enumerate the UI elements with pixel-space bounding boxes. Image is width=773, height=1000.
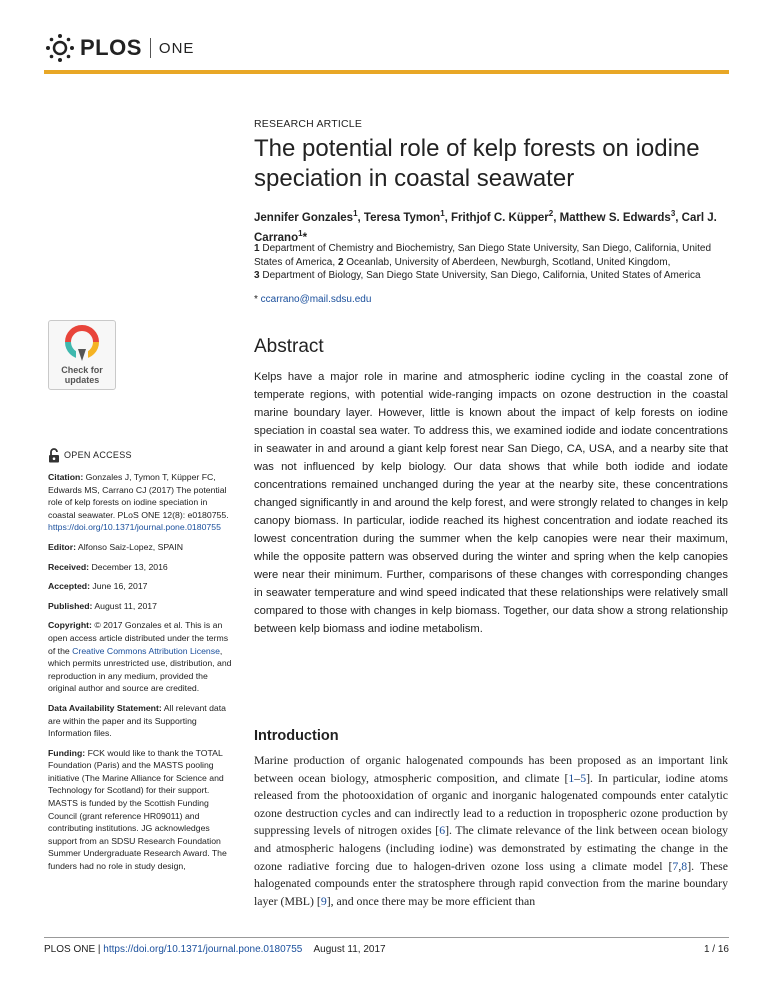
reference-link[interactable]: 5 — [580, 770, 587, 785]
accepted-date: Accepted: June 16, 2017 — [48, 581, 148, 592]
footer-date: August 11, 2017 — [313, 944, 386, 955]
affiliation-text: Oceanlab, University of Aberdeen, Newburgh, Scotland, United Kingdom, — [346, 256, 671, 268]
author-name: Teresa Tymon — [363, 211, 441, 224]
author-name: Carl J. Carrano — [254, 211, 717, 244]
author-list: Jennifer Gonzales$^1$, Teresa Tymon$^1$, Frithjof C. Küpper$^2$, Matthew S. Edwards$^3$, Carl J. Carrano$^1$* — [254, 209, 717, 244]
article-title: The potential role of kelp forests on iodine speciation in coastal seawater — [254, 135, 700, 192]
copyright: Copyright: © 2017 Gonzales et al. This is an open access article distributed under the terms of the Creative Commons Attribution License, which permits unrestricted use, distribution, and reproduction in any medium, provided the original author and source are credited. — [48, 620, 232, 694]
footer-divider — [44, 937, 729, 938]
citation: Citation: Gonzales J, Tymon T, Küpper FC, Edwards MS, Carrano CJ (2017) The potential role of kelp forests on iodine speciation in coastal seawater. PLoS ONE 12(8): e0180755. https://doi.org/10.1371/journal.pone.0180755 — [48, 472, 229, 533]
introduction-heading: Introduction — [254, 728, 339, 744]
email-asterisk: * — [254, 294, 261, 305]
affiliation-number: 2 — [337, 256, 344, 268]
author-name: Matthew S. Edwards — [559, 211, 671, 224]
check-updates-icon — [65, 325, 99, 363]
citation-doi-link[interactable]: https://doi.org/10.1371/journal.pone.0180755 — [48, 522, 221, 533]
affiliations — [254, 242, 724, 283]
footer-doi-link[interactable]: https://doi.org/10.1371/journal.pone.0180755 — [103, 944, 303, 955]
abstract-heading: Abstract — [254, 336, 324, 357]
article-type: RESEARCH ARTICLE — [254, 118, 363, 130]
article-sidebar — [48, 448, 236, 880]
abstract-text: Kelps have a major role in marine and atmospheric iodine cycling in the coastal zone of temperate regions, with potential wide-ranging impacts on ozone destruction in the coastal marine boundary layer. However, little is known about the impact of kelp forests on iodine speciation in coastal sea water. To address this, we examined iodide and iodate concentrations in seawater in and around a giant kelp forest near San Diego, CA, USA, and a nearby site that was not influenced by kelp biology. Our data shows that while both iodide and iodate concentrations remained unchanged during the year at the nearby site, these concentrations changed significantly in and around the kelp forest, and were strongly related to changes in kelp canopy biomass. In particular, iodide reached its highest concentration and iodate reached its lowest concentration during the summer when the kelp canopies were near their maximum, while the opposite pattern was observed during the winter and spring when the kelp canopies were near their minimum. Further, comparisons of these changes with corresponding changes in seawater temperature and wind speed indicated that these relationships were relatively small compared to those with changes in kelp biomass. Together, our data show a strong relationship between kelp biomass and iodine metabolism. — [254, 371, 728, 635]
affiliation-number: 3 — [254, 270, 260, 281]
introduction-text: Marine production of organic halogenated compounds has been proposed as an important link between ocean biology, atmospheric composition, and climate [1–5]. In particular, iodine atoms released from the photooxidation of organic and inorganic halogenated compounds enter catalytic ozone destruction cycles and can indirectly lead to a reduction in tropospheric ozone production by suppressing levels of nitrogen oxides [6]. The climate relevance of the link between ocean biology and atmospheric halogens (including iodine) was demonstrated by estimating the change in the ozone radiative forcing due to halogen-driven ozone loss using a climate model [7,8]. These halogenated compounds enter the stratosphere through rapid convection from the marine boundary layer (MBL) [9], and once there may be more efficient than — [254, 753, 729, 908]
author-affiliation-number: 3 — [670, 209, 676, 218]
email-link[interactable]: ccarrano@mail.sdsu.edu — [260, 294, 372, 305]
author-affiliation-number: 2 — [548, 209, 554, 218]
reference-link[interactable]: 9 — [320, 893, 327, 908]
logo-divider — [150, 38, 151, 58]
author-affiliation-number: 1 — [353, 209, 358, 218]
affiliation-text: Department of Biology, San Diego State University, San Diego, California, United States of America — [262, 270, 701, 281]
license-link[interactable]: Creative Commons Attribution License — [72, 645, 220, 656]
check-updates-label: Check for updates — [61, 365, 103, 385]
published-date: Published: August 11, 2017 — [48, 600, 157, 611]
affiliation-number: 1 — [254, 243, 260, 254]
funding: Funding: FCK would like to thank the TOTAL Foundation (Paris) and the MASTS pooling initiative (The Marine Alliance for Science and Technology for Scotland) for their support. MASTS is funded by the Scottish Funding Council (grant reference HR09011) and contributing institutions. JG acknowledges support from an SDSU Research Foundation Summer Undergraduate Research Award. The funders had no role in study design, — [48, 747, 227, 872]
reference-link[interactable]: 1 — [568, 770, 575, 785]
reference-link[interactable]: 7 — [672, 858, 679, 873]
reference-link[interactable]: 6 — [439, 823, 446, 838]
plos-logo-icon — [44, 32, 76, 64]
received-date: Received: December 13, 2016 — [48, 561, 168, 572]
affiliation-text: Department of Chemistry and Biochemistry, San Diego State University, San Diego, California, United States of America, — [254, 243, 712, 268]
data-availability: Data Availability Statement: All relevant data are within the paper and its Supporting Information files. — [48, 702, 227, 739]
author-affiliation-number: 1 — [298, 228, 303, 238]
journal-name: ONE — [158, 39, 195, 57]
author-name: Frithjof C. Küpper — [451, 211, 549, 224]
reference-link[interactable]: 8 — [681, 858, 688, 873]
page-number: 1 / 16 — [703, 944, 729, 955]
header-accent-bar — [44, 70, 729, 74]
open-access-label: OPEN ACCESS — [48, 448, 236, 463]
plos-logo — [44, 30, 194, 66]
editor: Editor: Alfonso Saiz-Lopez, SPAIN — [48, 541, 184, 552]
corresponding-email — [254, 294, 371, 305]
footer-citation: PLOS ONE | https://doi.org/10.1371/journal.pone.0180755 August 11, 2017 — [44, 944, 386, 955]
open-access-lock-icon — [48, 448, 60, 463]
check-for-updates-badge[interactable] — [48, 320, 116, 390]
logo-text: PLOS — [80, 35, 142, 60]
author-affiliation-number: 1 — [440, 209, 445, 218]
author-name: Jennifer Gonzales — [254, 211, 354, 224]
